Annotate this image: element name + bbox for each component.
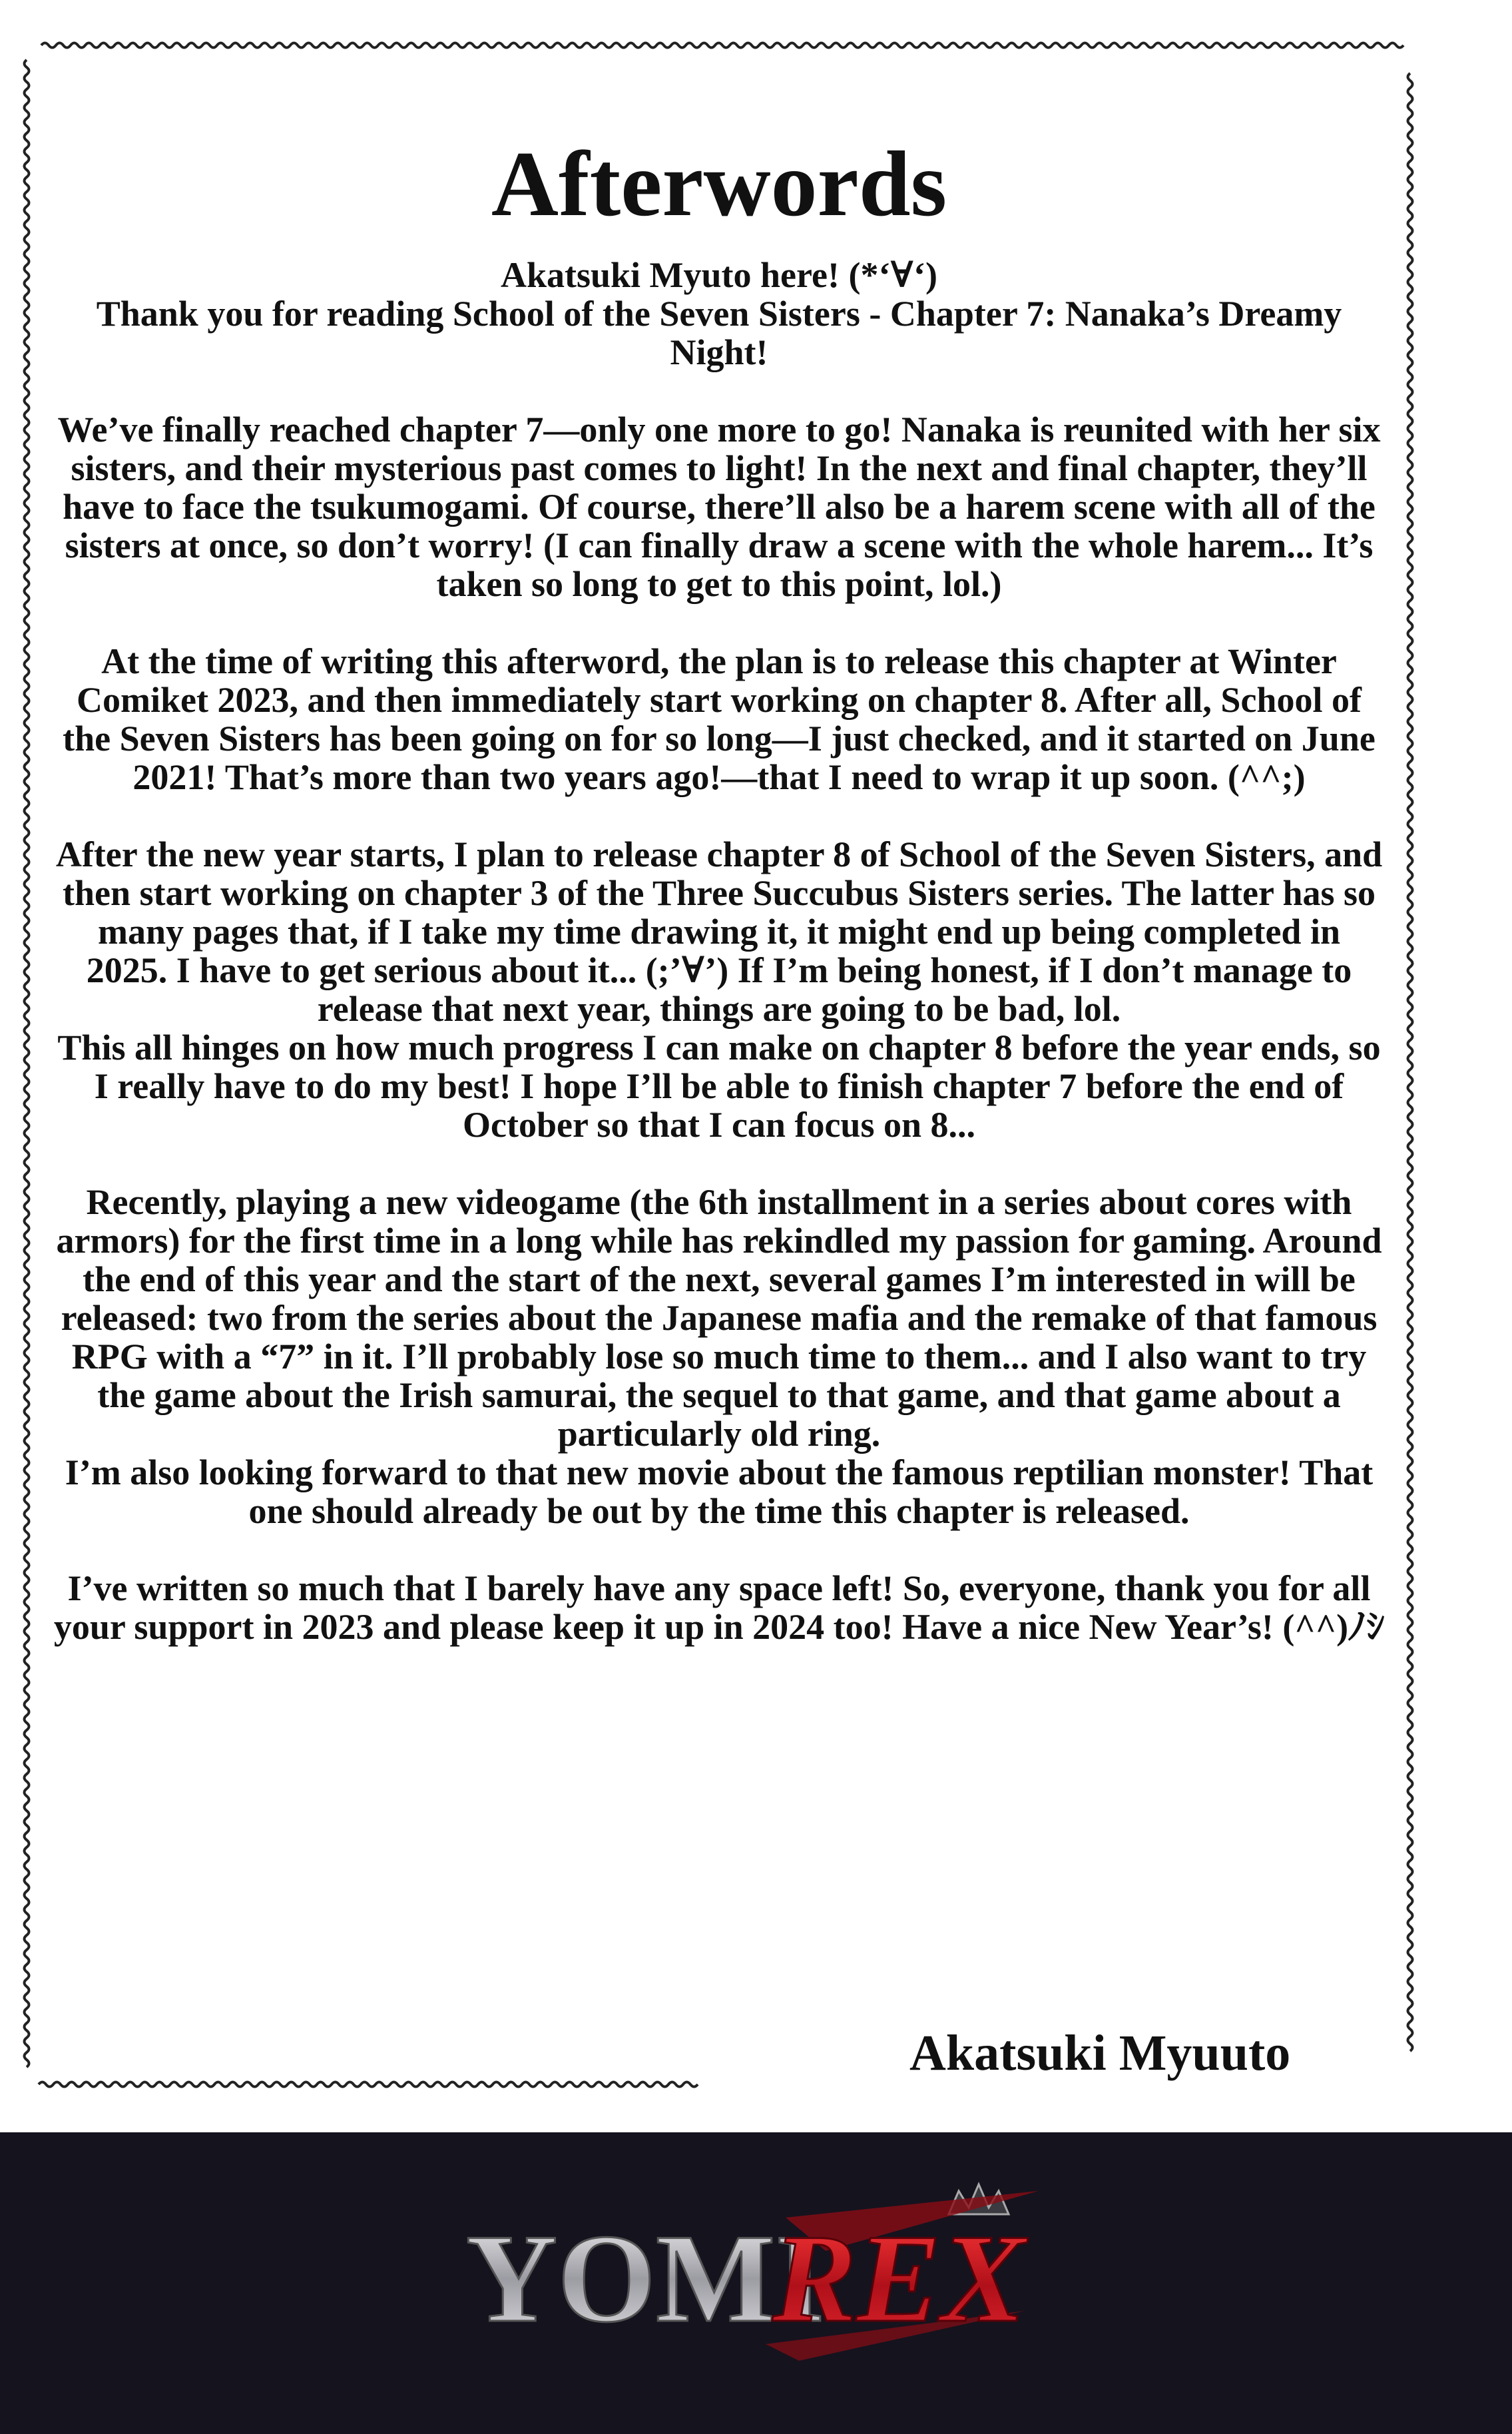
yomirex-logo — [453, 2178, 1065, 2377]
paragraph-progress-hinge: This all hinges on how much progress I can make on chapter 8 before the year ends, so I really have to do my best! I hope I’ll be able to finish chapter 7 before the end of October so that I can focus on 8... — [57, 1028, 1381, 1145]
page-title: Afterwords — [491, 133, 947, 236]
logo-yomi-text: YOMI — [466, 2209, 825, 2349]
paragraph-next-year: After the new year starts, I plan to release chapter 8 of School of the Seven Sisters, and then start working on chapter 3 of the Three Succubus Sisters series. The latter has so many pages that, if I take my time drawing it, it might end up being completed in 2025. I have to get serious about it... (;’∀’) If I’m being honest, if I don’t manage to release that next year, things are going to be bad, lol. — [55, 834, 1383, 1029]
paragraph-videogames: Recently, playing a new videogame (the 6th installment in a series about cores with armors) for the first time in a long while has rekindled my passion for gaming. Around the end of this year and the start of the next, several games I’m interested in will be released: two from the series about the Japanese mafia and the remake of that famous RPG with a “7” in it. I’ll probably lose so much time to them... and I also want to try the game about the Irish samurai, the sequel to that game, and that game about a particularly old ring. — [56, 1182, 1382, 1454]
paragraph-release-plan: At the time of writing this afterword, the plan is to release this chapter at Winter Comiket 2023, and then immediately start working on chapter 8. After all, School of the Seven Sisters has been going on for so long—I just checked, and it started on June 2021! That’s more than two years ago!—that I need to wrap it up soon. (^^;) — [63, 641, 1376, 797]
intro-thanks: Thank you for reading School of the Seven Sisters - Chapter 7: Nanaka’s Dreamy Night! — [96, 294, 1342, 372]
afterword-content — [53, 133, 1385, 1646]
intro-greeting: Akatsuki Myuto here! (*‘∀‘) — [500, 255, 938, 295]
paragraph-chapter-progress: We’ve finally reached chapter 7—only one more to go! Nanaka is reunited with her six sisters, and their mysterious past comes to light! In the next and final chapter, they’ll have to face the tsukumogami. Of course, there’ll also be a harem scene with all of the sisters at once, so don’t worry! (I can finally draw a scene with the whole harem... It’s taken so long to get to this point, lol.) — [57, 410, 1381, 604]
paragraph-movie: I’m also looking forward to that new movie about the famous reptilian monster! That one should already be out by the time this chapter is released. — [65, 1452, 1374, 1531]
paragraph-closing: I’ve written so much that I barely have any space left! So, everyone, thank you for all your support in 2023 and please keep it up in 2024 too! Have a nice New Year’s! (^^)ﾉｼ — [53, 1568, 1385, 1647]
author-signature: Akatsuki Myuuto — [909, 2025, 1291, 2081]
logo-rex-text: REX — [772, 2209, 1026, 2349]
